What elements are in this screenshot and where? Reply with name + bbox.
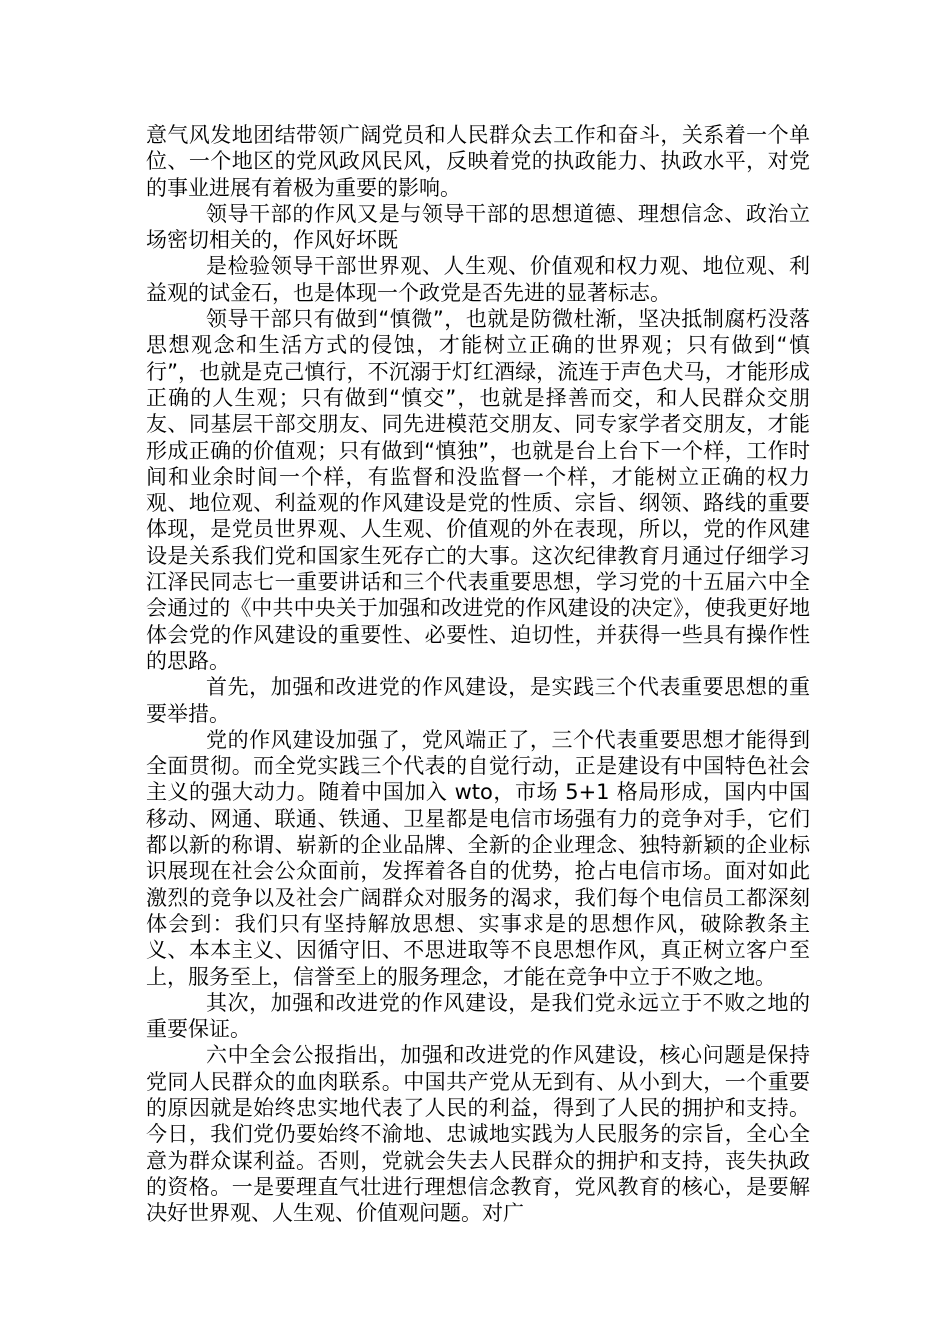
paragraph-1: 意气风发地团结带领广阔党员和人民群众去工作和奋斗，关系着一个单位、一个地区的党风政风民风，反映着党的执政能力、执政水平，对党的事业进展有着极为重要的影响。	[146, 123, 810, 200]
paragraph-6: 党的作风建设加强了，党风端正了，三个代表重要思想才能得到全面贯彻。而全党实践三个代表的自觉行动，正是建设有中国特色社会主义的强大动力。随着中国加入 wto，市场 5+1 格局形成，国内中国移动、网通、联通、铁通、卫星都是电信市场强有力的竞争对手，它们都以新的称谓、崭新的企业品牌、全新的企业理念、独特新颖的企业标识展现在社会公众面前，发挥着各自的优势，抢占电信市场。面对如此激烈的竞争以及社会广阔群众对服务的渴求，我们每个电信员工都深刻体会到：我们只有坚持解放思想、实事求是的思想作风，破除教条主义、本本主义、因循守旧、不思进取等不良思想作风，真正树立客户至上，服务至上，信誉至上的服务理念，才能在竞争中立于不败之地。	[146, 727, 810, 989]
paragraph-8: 六中全会公报指出，加强和改进党的作风建设，核心问题是保持党同人民群众的血肉联系。中国共产党从无到有、从小到大，一个重要的原因就是始终忠实地代表了人民的利益，得到了人民的拥护和支持。今日，我们党仍要始终不渝地、忠诚地实践为人民服务的宗旨，全心全意为群众谋利益。否则，党就会失去人民群众的拥护和支持，丧失执政的资格。一是要理直气壮进行理想信念教育，党风教育的核心，是要解决好世界观、人生观、价值观问题。对广	[146, 1043, 810, 1226]
paragraph-2: 领导干部的作风又是与领导干部的思想道德、理想信念、政治立场密切相关的，作风好坏既	[146, 201, 810, 253]
paragraph-7: 其次，加强和改进党的作风建设，是我们党永远立于不败之地的重要保证。	[146, 990, 810, 1042]
document-body	[146, 122, 810, 1226]
paragraph-3: 是检验领导干部世界观、人生观、价值观和权力观、地位观、利益观的试金石，也是体现一个政党是否先进的显著标志。	[146, 254, 810, 305]
paragraph-4: 领导干部只有做到“慎微”，也就是防微杜渐，坚决抵制腐朽没落思想观念和生活方式的侵蚀，才能树立正确的世界观；只有做到“慎行”，也就是克己慎行，不沉溺于灯红酒绿，流连于声色犬马，才能形成正确的人生观；只有做到“慎交”，也就是择善而交，和人民群众交朋友、同基层干部交朋友、同先进模范交朋友、同专家学者交朋友，才能形成正确的价值观；只有做到“慎独”，也就是台上台下一个样，工作时间和业余时间一个样，有监督和没监督一个样，才能树立正确的权力观、地位观、利益观的作风建设是党的性质、宗旨、纲领、路线的重要体现，是党员世界观、人生观、价值观的外在表现，所以，党的作风建设是关系我们党和国家生死存亡的大事。这次纪律教育月通过仔细学习江泽民同志七一重要讲话和三个代表重要思想，学习党的十五届六中全会通过的《中共中央关于加强和改进党的作风建设的决定》，使我更好地体会党的作风建设的重要性、必要性、迫切性，并获得一些具有操作性的思路。	[146, 307, 810, 673]
paragraph-5: 首先，加强和改进党的作风建设，是实践三个代表重要思想的重要举措。	[146, 675, 810, 726]
